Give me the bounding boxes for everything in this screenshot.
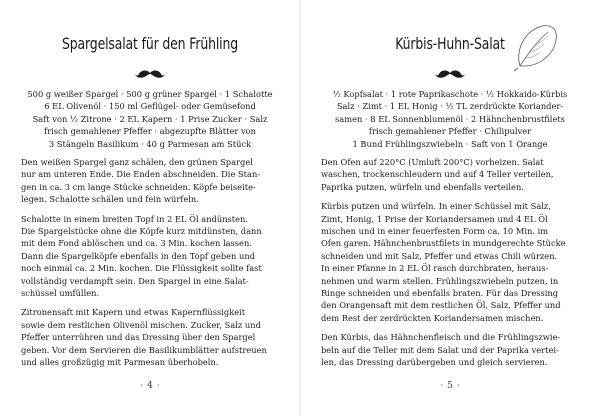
text-line: waschen, trockenschleudern und auf 4 Teller verteilen, [321,169,554,180]
text-line: Paprika putzen, würfeln und ebenfalls verteilen. [321,181,524,192]
ingredient-line: 1 Bund Frühlingszwiebeln · Saft von 1 Orange [352,138,548,149]
ingredient-line: Saft von ½ Zitrone · 2 EL Kapern · 1 Prise Zucker · Salz [32,113,268,124]
ingredient-line: frisch gemahlener Pfeffer · abgezupfte Blätter von [44,126,256,137]
text-line: Ringe schneiden und ebenfalls braten. Für das Dressing [321,288,559,299]
text-line: Den weißen Spargel ganz schälen, den grünen Spargel [21,157,253,167]
text-line: sowie dem restlichen Olivenöl mischen. Zucker, Salz und [21,319,261,330]
left-recipe-title: Spargelsalat für den Frühling [62,34,238,53]
left-ingredients [20,88,280,150]
text-line: beln auf die Teller mit dem Salat und der Paprika vertei- [321,344,559,355]
ingredient-line: 6 EL Olivenöl · 150 ml Geflügel- oder Gemüsefond [44,101,256,112]
page-number: · 5 · [440,381,460,391]
left-instructions [21,156,279,376]
text-line: nehmen und warm stellen. Frühlingszwiebeln putzen, in [321,275,559,286]
mustache-icon [135,69,165,79]
page-number-value: 4 [147,381,153,391]
instruction-paragraph [321,200,579,324]
text-line: Schalotte in einem breiten Topf in 2 EL Öl andünsten. [21,213,249,224]
text-line: vollständig verdampft sein. Den Spargel in eine Salat- [21,275,249,286]
text-line: Den Kürbis, das Hähnchenfleisch und die Frühlingszwie- [321,332,561,343]
ingredient-line: 3 Stängeln Basilikum · 40 g Parmesan am Stück [48,138,252,149]
text-line: Die Spargelstücke ohne die Köpfe kurz mitdünsten, dann [21,226,262,237]
text-line: nur am unteren Ende. Die Enden abschneiden. Die Stan- [21,169,261,180]
leaf-icon [512,22,560,72]
instruction-paragraph [21,213,279,300]
text-line: In einer Pfanne in 2 EL Öl rasch durchbraten, heraus- [321,263,549,274]
text-line: Den Ofen auf 220°C (Umluft 200°C) vorheizen. Salat [321,157,544,167]
text-line: len, das Dressing darübergeben und gleich servieren. [321,357,548,368]
right-ingredients [320,88,580,150]
right-recipe-title: Kürbis-Huhn-Salat [395,34,505,53]
text-line: Zitronensaft mit Kapern und etwas Kapernflüssigkeit [21,307,246,318]
text-line: dem Rest der zerdrückten Koriandersamen mischen. [321,312,544,323]
text-line: legen. Schalotte schälen und fein würfeln. [21,194,199,205]
text-line: Ofen garen. Hähnchenbrustfilets in mundgerechte Stücke [321,238,566,249]
instruction-paragraph [321,156,579,193]
mustache-icon [435,69,465,79]
page-number: · 4 · [140,381,160,391]
ingredient-line: ½ Kopfsalat · 1 rote Paprikaschote · ½ Hokkaido-Kürbis [332,89,568,99]
instruction-paragraph [21,306,279,368]
text-line: noch einmal ca. 2 Min. kochen. Die Flüssigkeit sollte fast [21,263,262,274]
instruction-paragraph [21,156,279,206]
text-line: den Orangensaft mit dem restlichen Öl, Salz, Pfeffer und [321,300,561,311]
text-line: schneiden und mit Salz, Pfeffer und etwas Chili würzen. [321,250,558,261]
text-line: schüssel umfüllen. [21,288,100,299]
text-line: geben. Vor dem Servieren die Basilikumblätter aufstreuen [21,344,267,355]
text-line: Kürbis putzen und würfeln. In einer Schüssel mit Salz, [321,201,551,212]
text-line: mischen und in einer feuerfesten Form ca. 10 Min. im [321,226,549,237]
text-line: und alles großzügig mit Parmesan überhobeln. [21,357,219,368]
instruction-paragraph [321,331,579,368]
text-line: Dann die Spargelköpfe ebenfalls in den Topf geben und [21,250,256,261]
ingredient-line: Salz · Zimt · 1 EL Honig · ½ TL zerdrückte Koriander- [336,101,564,112]
ingredient-line: frisch gemahlener Pfeffer · Chilipulver [368,126,532,137]
text-line: Pfeffer unterrühren und das Dressing über den Spargel [21,332,256,343]
right-instructions [321,156,579,376]
text-line: mit dem Fond ablöschen und ca. 3 Min. kochen lassen. [21,238,252,249]
text-line: gen in ca. 3 cm lange Stücke schneiden. Köpfe beiseite- [21,181,256,192]
ingredient-line: 500 g weißer Spargel · 500 g grüner Spargel · 1 Schalotte [27,89,273,99]
ingredient-line: samen · 8 EL Sonnenblumenöl · 2 Hähnchenbrustfilets [335,113,565,124]
text-line: Zimt, Honig, 1 Prise der Koriandersamen und 4 EL Öl [321,213,548,224]
page-number-value: 5 [447,381,453,391]
